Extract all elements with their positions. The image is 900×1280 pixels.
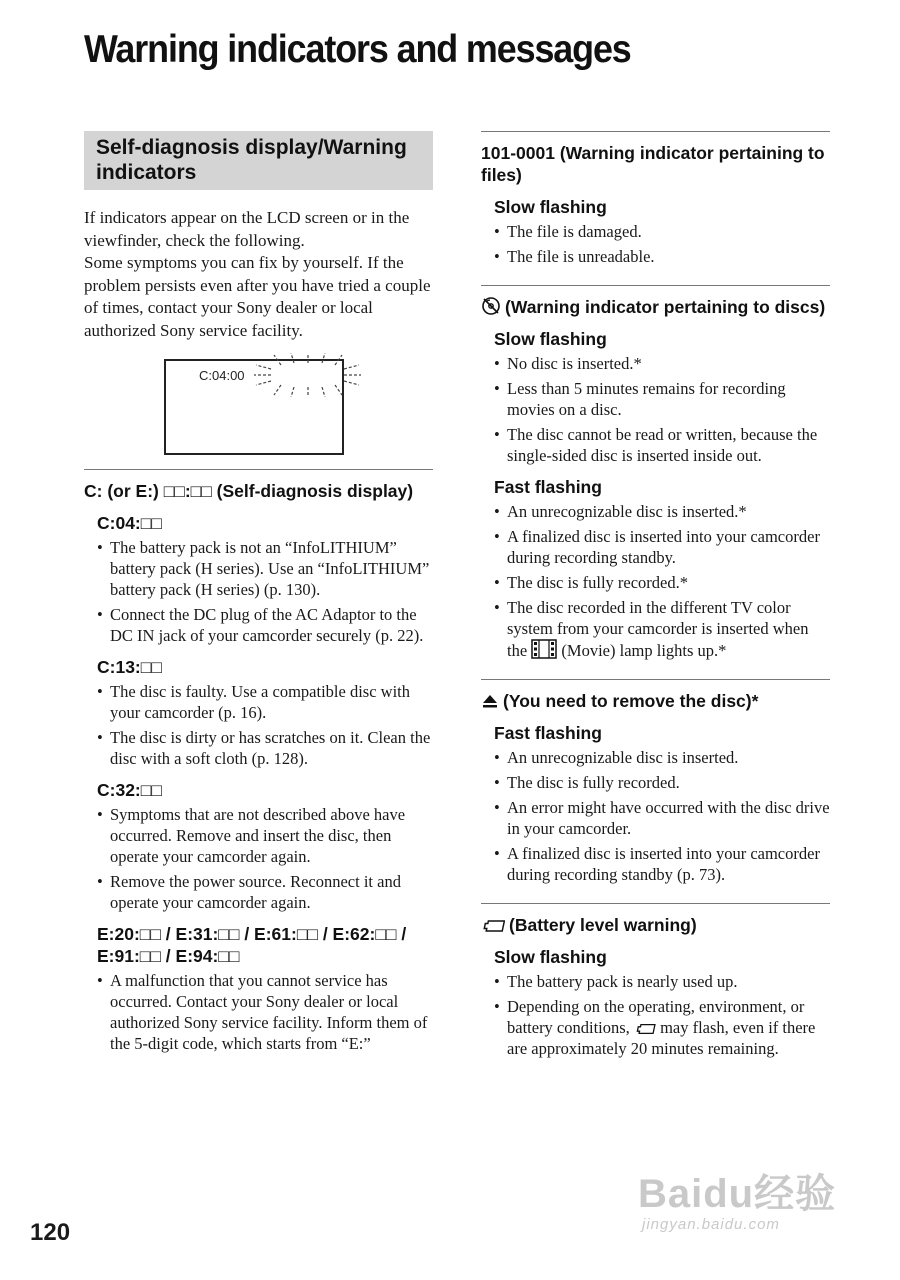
- disc-warning-icon: [481, 296, 501, 316]
- discs-warning-title: [481, 296, 830, 318]
- page-number: 120: [30, 1219, 71, 1246]
- baidu-watermark: [638, 1150, 848, 1250]
- list-item: • The disc is fully recorded.: [494, 772, 830, 793]
- fast-flashing-label: Fast flashing: [494, 723, 602, 743]
- code-c32: C:32:□□: [97, 780, 162, 800]
- movie-lamp-icon: [531, 639, 557, 659]
- code-e-series: E:20:□□ / E:31:□□ / E:61:□□ / E:62:□□ / E:91:□□ / E:94:□□: [97, 924, 407, 966]
- slow-flashing-label: Slow flashing: [494, 197, 607, 217]
- remove-disc-title: [481, 690, 830, 712]
- slow-flashing-label: Slow flashing: [494, 947, 607, 967]
- files-warning-block: [481, 131, 830, 267]
- section-heading: Self-diagnosis display/Warning indicators: [84, 131, 433, 190]
- list-item: • Remove the power source. Reconnect it and operate your camcorder again.: [97, 871, 433, 913]
- left-column: [84, 131, 433, 1058]
- battery-warning-block: [481, 903, 830, 1059]
- list-item: • The file is unreadable.: [494, 246, 830, 267]
- fast-flashing-label: Fast flashing: [494, 477, 602, 497]
- discs-warning-title-text: (Warning indicator pertaining to discs): [505, 297, 826, 317]
- slow-flashing-label: Slow flashing: [494, 329, 607, 349]
- battery-item-before: Depending on the operating, environment, or battery conditions,: [507, 997, 805, 1037]
- list-item: • Symptoms that are not described above have occurred. Remove and insert the disc, then operate your camcorder again.: [97, 804, 433, 867]
- list-item: • A finalized disc is inserted into your camcorder during recording standby.: [494, 526, 830, 568]
- list-item: • No disc is inserted.*: [494, 353, 830, 374]
- intro-text: [84, 207, 433, 342]
- remove-disc-block: [481, 679, 830, 885]
- intro-paragraph-1: If indicators appear on the LCD screen or in the viewfinder, check the following.: [84, 208, 410, 250]
- list-item: • An error might have occurred with the disc drive in your camcorder.: [494, 797, 830, 839]
- watermark-main: Baidu经验: [638, 1172, 837, 1216]
- page-title: Warning indicators and messages: [84, 28, 631, 71]
- watermark-sub: jingyan.baidu.com: [642, 1216, 780, 1233]
- list-item: • The battery pack is not an “InfoLITHIUM” battery pack (H series). Use an “InfoLITHIUM” battery pack (H series) (p. 130).: [97, 537, 433, 600]
- files-warning-title: 101-0001 (Warning indicator pertaining to files): [481, 143, 825, 185]
- list-item: • Connect the DC plug of the AC Adaptor to the DC IN jack of your camcorder securely (p. 22).: [97, 604, 433, 646]
- self-diagnosis-title: C: (or E:) □□:□□ (Self-diagnosis display): [84, 481, 414, 501]
- list-item: • The disc cannot be read or written, because the single-sided disc is inserted inside out.: [494, 424, 830, 466]
- list-item: • The disc is dirty or has scratches on it. Clean the disc with a soft cloth (p. 128).: [97, 727, 433, 769]
- battery-empty-icon: [634, 1022, 656, 1036]
- self-diagnosis-block: [84, 469, 433, 1054]
- lcd-illustration: [84, 359, 433, 469]
- list-item: • The disc is faulty. Use a compatible disc with your camcorder (p. 16).: [97, 681, 433, 723]
- list-item: • The file is damaged.: [494, 221, 830, 242]
- list-item: • A finalized disc is inserted into your camcorder during recording standby (p. 73).: [494, 843, 830, 885]
- code-c13: C:13:□□: [97, 657, 162, 677]
- battery-warning-title-text: (Battery level warning): [509, 915, 697, 935]
- lcd-code-readout: C:04:00: [199, 368, 245, 383]
- list-item: [494, 597, 830, 661]
- discs-warning-block: [481, 285, 830, 661]
- list-item: • The battery pack is nearly used up.: [494, 971, 830, 992]
- eject-icon: [481, 692, 499, 710]
- list-item: • Less than 5 minutes remains for recording movies on a disc.: [494, 378, 830, 420]
- remove-disc-title-text: (You need to remove the disc)*: [503, 691, 759, 711]
- tv-item-text-after: (Movie) lamp lights up.*: [561, 641, 727, 660]
- code-c04: C:04:□□: [97, 513, 162, 533]
- list-item: • An unrecognizable disc is inserted.: [494, 747, 830, 768]
- list-item: • The disc is fully recorded.*: [494, 572, 830, 593]
- list-item: • A malfunction that you cannot service has occurred. Contact your Sony dealer or local authorized Sony service facility. Inform them of the 5-digit code, which starts from “E:”: [97, 970, 433, 1054]
- tv-item-text-before: The disc recorded in the different TV color system from your camcorder is inserted when the: [507, 598, 809, 660]
- intro-paragraph-2: Some symptoms you can fix by yourself. If the problem persists even after you have tried a couple of times, contact your Sony dealer or local authorized Sony service facility.: [84, 253, 431, 340]
- list-item: [494, 996, 830, 1059]
- battery-empty-icon: [481, 918, 505, 934]
- list-item: • An unrecognizable disc is inserted.*: [494, 501, 830, 522]
- right-column: [481, 131, 830, 1063]
- battery-item-after: may flash, even if there are approximately 20 minutes remaining.: [507, 1018, 816, 1058]
- battery-warning-title: [481, 914, 830, 936]
